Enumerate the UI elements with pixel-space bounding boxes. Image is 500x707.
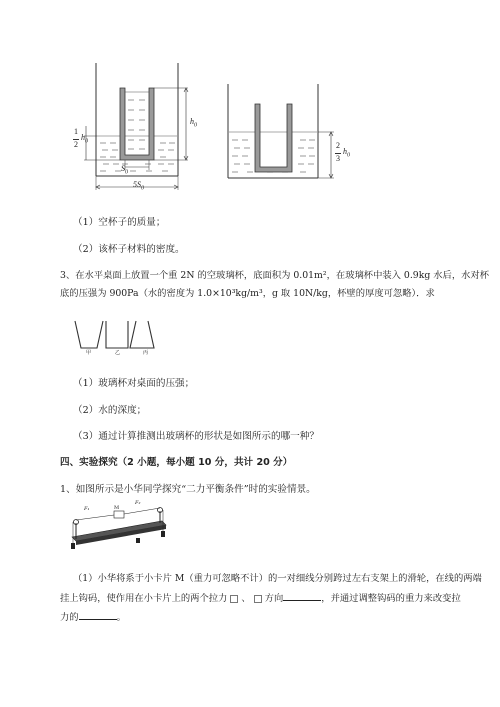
- fig1-half-num: 1: [74, 127, 78, 136]
- q3-item2: （2）水的深度；: [73, 405, 147, 416]
- fig2-h-label: $h_0$: [343, 147, 350, 159]
- line2-sep: 、: [241, 593, 251, 604]
- direction-blank[interactable]: [283, 591, 321, 601]
- q3-item1: （1）玻璃杯对桌面的压强；: [73, 378, 195, 389]
- figure-two-force-apparatus: [70, 505, 170, 555]
- apparatus-m-label: M: [114, 505, 120, 511]
- force-f2-image: [254, 595, 262, 603]
- line2-post: ，并通过调整钩码的重力来改变拉: [321, 593, 461, 604]
- fig2-three-den: 3: [336, 154, 340, 163]
- section4-heading: 四、实验探究（2 小题，每小题 10 分，共计 20 分）: [60, 457, 293, 468]
- line2-pre: 挂上钩码，使作用在小卡片上的两个拉力: [60, 593, 228, 604]
- cup-label-bing: 丙: [143, 350, 149, 356]
- magnitude-blank[interactable]: [79, 610, 117, 620]
- s4-q1-item1-line3: [60, 610, 126, 624]
- line3-post: 。: [116, 612, 126, 623]
- fig1-s0-label: $S_0$: [121, 164, 128, 176]
- cup-label-yi: 乙: [115, 350, 121, 356]
- line2-mid: 方向: [264, 593, 284, 604]
- s4-q1-item1-line2: [60, 591, 461, 605]
- line3-pre: 力的: [60, 612, 79, 623]
- q3-line2: 底的压强为 900Pa（水的密度为 1.0×10³kg/m³，g 取 10N/kg，杯壁的厚度可忽略）．求: [60, 288, 435, 299]
- fig1-half-den: 2: [74, 140, 78, 149]
- force-f1-image: [230, 595, 238, 603]
- apparatus-f1-label: F₁: [84, 506, 90, 512]
- figure-container-floating-cup: [222, 80, 342, 185]
- s4-q1-item1-line1: （1）小华将系于小卡片 M（重力可忽略不计）的一对细线分别跨过左右支架上的滑轮，在线的两端: [73, 573, 482, 584]
- q3-line1: 3、在水平桌面上放置一个重 2N 的空玻璃杯，底面积为 0.01m²，在玻璃杯中装入 0.9kg 水后，水对杯: [60, 270, 490, 281]
- fig1-5s0-label: $5S_0$: [133, 180, 144, 192]
- fig1-half-h-label: $h_0$: [81, 133, 88, 145]
- cup-label-jia: 甲: [86, 350, 92, 356]
- s4-q1-intro: 1、如图所示是小华同学探究“二力平衡条件”时的实验情景。: [60, 484, 316, 495]
- fig1-h0-label: $h_0$: [190, 117, 197, 129]
- prev-q-item1: （1）空杯子的质量；: [73, 217, 166, 228]
- q3-item3: （3）通过计算推测出玻璃杯的形状是如图所示的哪一种？: [73, 431, 319, 442]
- apparatus-f2-label: F₂: [135, 500, 141, 506]
- fig2-two-num: 2: [336, 141, 340, 150]
- prev-q-item2: （2）该杯子材料的密度。: [73, 244, 185, 255]
- figure-beaker-cup: [70, 58, 210, 198]
